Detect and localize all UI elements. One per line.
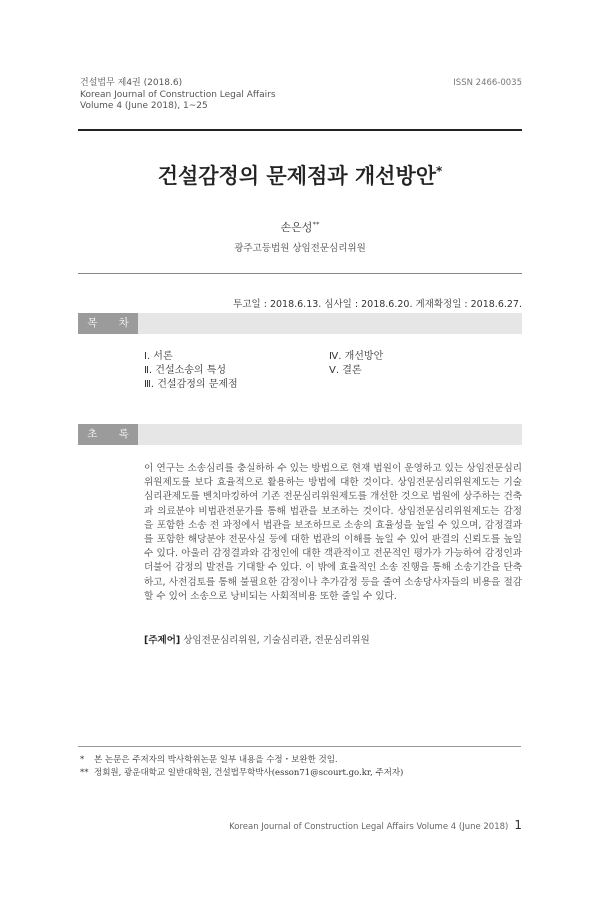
- title-text: 건설감정의 문제점과 개선방안: [157, 164, 437, 188]
- title-footnote-mark: *: [436, 164, 443, 178]
- abstract-heading: 초 록: [78, 424, 138, 445]
- toc-left-column: [144, 350, 238, 392]
- keywords: [144, 632, 370, 646]
- keywords-list: 상임전문심리위원, 기술심리관, 전문심리위원: [183, 635, 370, 646]
- toc-section-bar: [78, 313, 522, 334]
- abstract-body: 이 연구는 소송심리를 충실하하 수 있는 방법으로 현재 법원이 운영하고 있는 상임전문심리위원제도를 보다 효율적으로 활용하는 방법에 대한 것이다. 상임전문심리위원제도는 기술심리관제도를 벤치마킹하여 기존 전문심리위원제도를 개선한 것으로 법원에 상주하는 건축과 의료분야 비법관전문가를 통해 법관을 보조하는 것이다. 상임전문심리위원제도는 감정을 포함한 소송 전 과정에서 법관을 보조하므로 소송의 효율성을 높일 수 있으며, 감정결과를 포함한 해당분야 전문사실 등에 대한 법관의 이해를 높일 수 있어 판결의 신뢰도를 높일 수 있다. 아울러 감정결과와 감정인에 대한 객관적이고 전문적인 평가가 가능하여 감정인과 더불어 감정의 발전을 기대할 수 있다. 이 밖에 효율적인 소송 진행을 통해 소송기간을 단축하고, 사전검토를 통해 불필요한 감정이나 추가감정 등을 줄여 소송당사자들의 비용을 절감할 수 있어 소송으로 낭비되는 사회적비용 또한 줄일 수 있다.: [144, 463, 522, 602]
- author: [78, 219, 522, 235]
- toc-right-column: [329, 350, 383, 378]
- header-rule: [78, 129, 522, 131]
- author-affiliation: 광주고등법원 상임전문심리위원: [234, 243, 366, 254]
- toc-item: Ⅲ. 건설감정의 문제점: [144, 379, 238, 390]
- toc-item: Ⅱ. 건설소송의 특성: [144, 365, 227, 376]
- article-title: [78, 160, 522, 190]
- title-rule: [78, 273, 522, 274]
- toc-heading: 목 차: [78, 313, 138, 334]
- footnote-mark: *: [80, 755, 85, 765]
- submission-dates: 투고일 : 2018.6.13. 심사일 : 2018.6.20. 게재확정일 : 2018.6.27.: [233, 299, 522, 310]
- journal-info-line: 건설법무 제4권 (2018.6): [80, 78, 183, 88]
- journal-info: [80, 78, 276, 113]
- footnote: [80, 767, 403, 780]
- page-number: 1: [514, 818, 522, 832]
- toc-item: Ⅴ. 결론: [329, 365, 362, 376]
- page-footer: [229, 818, 522, 832]
- footnote-text: 정회원, 광운대학교 일반대학원, 건설법무학박사(esson71@scourt.go.kr, 주저자): [94, 768, 404, 778]
- footnote-mark: **: [80, 768, 89, 778]
- journal-info-line: Volume 4 (June 2018), 1~25: [80, 101, 208, 111]
- footnote-rule: [78, 746, 521, 747]
- toc-item: Ⅳ. 개선방안: [329, 351, 384, 362]
- footer-journal: Korean Journal of Construction Legal Affairs Volume 4 (June 2018): [229, 822, 509, 832]
- toc-item: Ⅰ. 서론: [144, 351, 173, 362]
- footnotes: [80, 754, 403, 780]
- author-footnote-mark: **: [312, 220, 320, 229]
- abstract-section-bar: [78, 424, 522, 445]
- keywords-label: [주제어]: [144, 635, 181, 646]
- issn: ISSN 2466-0035: [453, 78, 522, 88]
- author-name: 손은성: [280, 221, 313, 234]
- journal-info-line: Korean Journal of Construction Legal Affairs: [80, 89, 276, 100]
- footnote: [80, 754, 403, 767]
- footnote-text: 본 논문은 주저자의 박사학위논문 일부 내용을 수정・보완한 것임.: [94, 755, 338, 765]
